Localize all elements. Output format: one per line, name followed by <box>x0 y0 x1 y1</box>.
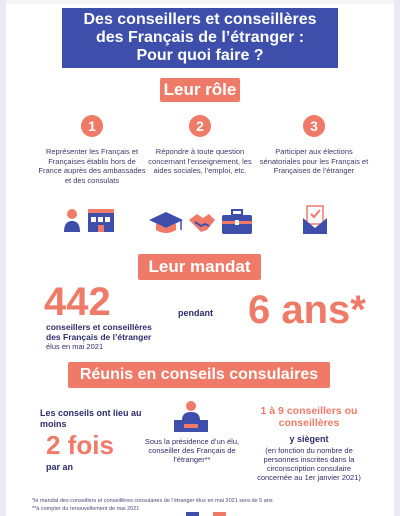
role-text-3: Participer aux élections sénatoriales pour les Français et Françaises de l’étranger <box>259 147 369 175</box>
councillor-description-line-1: conseillers et conseillères <box>46 322 152 332</box>
councillor-description-line-2: des Français de l’étranger <box>46 332 152 342</box>
briefcase-icon <box>220 208 254 236</box>
right-border <box>394 0 400 516</box>
meeting-frequency-value: 2 fois <box>46 430 114 460</box>
section-heading-role: Leur rôle <box>160 78 240 102</box>
bottom-stripe <box>186 512 226 516</box>
lectern-speaker-icon <box>170 400 212 434</box>
title-line-1: Des conseillers et conseillères <box>83 11 317 28</box>
section-heading-conseils: Réunis en conseils consulaires <box>68 362 330 388</box>
step-number-1: 1 <box>81 115 103 137</box>
members-count: 1 à 9 conseillers ou conseillères <box>260 405 358 429</box>
election-date: élus en mai 2021 <box>46 342 104 351</box>
mandate-duration: 6 ans* <box>248 288 366 332</box>
councillor-count: 442 <box>44 280 111 324</box>
top-bar <box>0 0 400 4</box>
meeting-frequency-unit: par an <box>46 462 74 472</box>
meeting-frequency-label: Les conseils ont lieu au moins <box>40 408 142 429</box>
role-text-2: Répondre à toute question concernant l’enseignement, les aides sociales, l’emploi, etc. <box>148 147 252 175</box>
footnote-1: *le mandat des conseillers et conseillères consulaires de l’étranger élus en mai 2021 sera de 5 ans <box>32 498 273 504</box>
step-number-3: 3 <box>303 115 325 137</box>
pendant-label: pendant <box>178 308 213 318</box>
step-number-2: 2 <box>189 115 211 137</box>
members-sit-label: y siègent <box>289 434 329 444</box>
ballot-envelope-icon <box>301 204 329 236</box>
members-explanation: (en fonction du nombre de personnes inscrites dans la circonscription consulaire concernée au 1er janvier 2021) <box>257 446 361 482</box>
people-building-icon <box>62 206 118 236</box>
councillor-description <box>46 322 152 342</box>
graduation-cap-icon <box>148 210 184 236</box>
handshake-icon <box>187 210 217 236</box>
section-heading-mandat: Leur mandat <box>138 254 261 280</box>
footnote-2: **à compter du renouvellement de mai 2021 <box>32 506 140 512</box>
role-text-1: Représenter les Français et Françaises établis hors de France auprès des ambassades et des consulats <box>38 147 146 185</box>
presidency-text: Sous la présidence d’un élu, conseiller des Français de l’étranger** <box>144 437 240 464</box>
title-line-2: des Français de l’étranger : <box>95 29 305 46</box>
title-line-3: Pour quoi faire ? <box>136 47 264 64</box>
page-title <box>62 8 338 68</box>
left-border <box>0 0 6 516</box>
